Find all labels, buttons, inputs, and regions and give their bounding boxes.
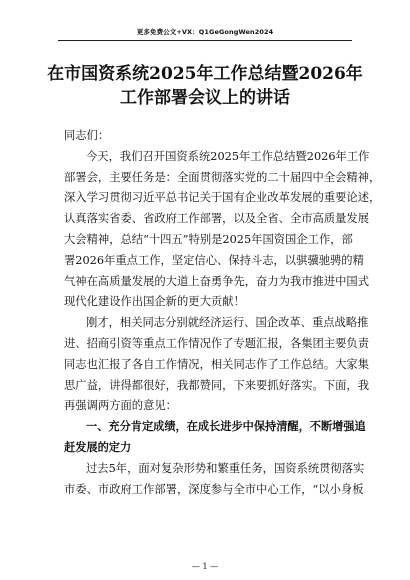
paragraph-line: 过去5年，面对复杂形势和繁重任务，国资系统贯彻落实 bbox=[86, 461, 365, 475]
paragraph-line: 再强调两方面的意见： bbox=[64, 399, 177, 413]
paragraph-line: 今天，我们召开国资系统2025年工作总结暨2026年工作 bbox=[86, 149, 370, 163]
paragraph-line: 思广益，讲得都很好，我都赞同，下来要抓好落实。下面，我 bbox=[64, 378, 370, 392]
document-title bbox=[40, 62, 370, 110]
page-number: — 1 — bbox=[191, 562, 219, 571]
paragraph-line: 气神在高质量发展的大道上奋勇争先，奋力为我市推进中国式 bbox=[64, 274, 370, 288]
paragraph-line: 部署会，主要任务是：全面贯彻落实党的二十届四中全会精神， bbox=[64, 170, 381, 184]
title-line: 工作部署会议上的讲话 bbox=[120, 88, 290, 108]
paragraph-2 bbox=[64, 313, 370, 417]
paragraph-line: 署2026年重点工作，坚定信心、保持斗志，以骐骥驰骋的精 bbox=[64, 253, 364, 267]
paragraph-3 bbox=[64, 459, 365, 501]
paragraph-line: 认真落实省委、省政府工作部署，以及全省、全市高质量发展 bbox=[64, 212, 370, 226]
paragraph-line: 深入学习贯彻习近平总书记关于国有企业改革发展的重要论述， bbox=[64, 191, 381, 205]
section-heading bbox=[64, 417, 366, 459]
paragraph-line: 市委、市政府工作部署，深度参与全市中心工作，“以小身板 bbox=[64, 482, 364, 496]
title-line: 在市国资系统2025年工作总结暨2026年 bbox=[47, 64, 363, 84]
section-heading-line: 一、充分肯定成绩，在成长进步中保持清醒，不断增强追 bbox=[86, 420, 366, 434]
paragraph-line: 现代化建设作出国企新的更大贡献！ bbox=[64, 295, 245, 309]
document-body bbox=[64, 126, 381, 500]
paragraph-line: 进、招商引资等重点工作情况作了专题汇报，各集团主要负责 bbox=[64, 336, 370, 350]
paragraph-line: 大会精神，总结“十四五”特别是2025年国资国企工作，部 bbox=[64, 232, 353, 246]
paragraph-line: 同志也汇报了各自工作情况，相关同志作了工作总结。大家集 bbox=[64, 357, 370, 371]
paragraph-line: 刚才，相关同志分别就经济运行、国企改革、重点战略推 bbox=[86, 316, 369, 330]
paragraph-1 bbox=[64, 147, 381, 313]
section-heading-line: 赶发展的定力 bbox=[64, 440, 132, 454]
header-note: 更多免费公文+VX：Q1GeGongWen2024 bbox=[136, 28, 274, 36]
salutation: 同志们： bbox=[64, 129, 110, 142]
header-divider bbox=[58, 40, 352, 41]
